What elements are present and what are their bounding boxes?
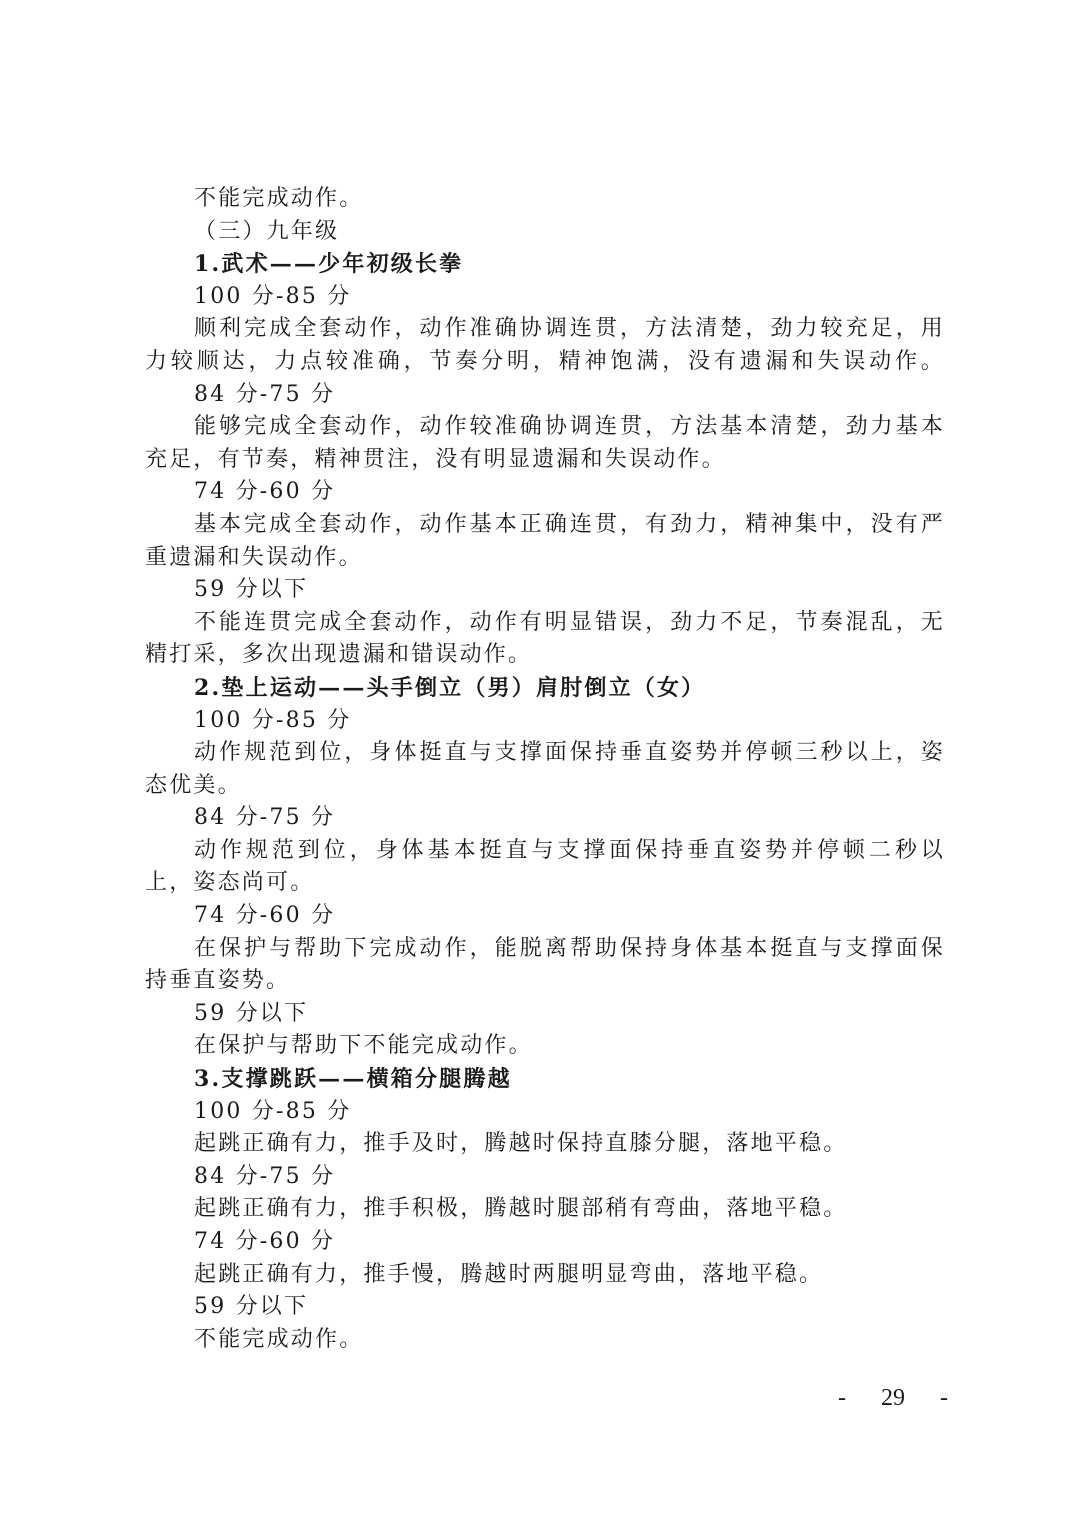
score-range: 100 分-85 分: [194, 283, 352, 309]
paragraph-line: 在保护与帮助下完成动作，能脱离帮助保持身体基本挺直与支撑面保: [194, 935, 945, 961]
page-number-dash-left: -: [838, 1385, 846, 1411]
score-range: 74 分-60 分: [194, 479, 336, 505]
page-number-dash-right: -: [940, 1385, 948, 1411]
page-number: 29: [881, 1385, 905, 1411]
paragraph-line: 不能连贯完成全套动作，动作有明显错误，劲力不足，节奏混乱，无: [194, 609, 945, 635]
score-range: 59 分以下: [194, 1000, 309, 1026]
score-range: 74 分-60 分: [194, 1229, 336, 1254]
paragraph-line: 力较顺达，力点较准确，节奏分明，精神饱满，没有遗漏和失误动作。: [145, 348, 945, 374]
paragraph-line: 不能完成动作。: [194, 1326, 364, 1352]
paragraph-line: 起跳正确有力，推手及时，腾越时保持直膝分腿，落地平稳。: [194, 1131, 848, 1157]
document-body: [145, 183, 945, 1356]
paragraph-line: 动作规范到位，身体基本挺直与支撑面保持垂直姿势并停顿二秒以: [194, 837, 945, 863]
paragraph-line: 重遗漏和失误动作。: [145, 544, 363, 570]
paragraph-line: 在保护与帮助下不能完成动作。: [194, 1033, 533, 1059]
score-range: 59 分以下: [194, 577, 309, 603]
item-heading: 2.垫上运动——头手倒立（男）肩肘倒立（女）: [194, 674, 706, 701]
paragraph-line: 基本完成全套动作，动作基本正确连贯，有劲力，精神集中，没有严: [194, 511, 945, 537]
paragraph-line: 持垂直姿势。: [145, 968, 291, 994]
score-range: 84 分-75 分: [194, 805, 336, 831]
paragraph-line: 起跳正确有力，推手积极，腾越时腿部稍有弯曲，落地平稳。: [194, 1196, 848, 1222]
paragraph-line: 起跳正确有力，推手慢，腾越时两腿明显弯曲，落地平稳。: [194, 1261, 824, 1287]
score-range: 84 分-75 分: [194, 381, 336, 407]
score-range: 100 分-85 分: [194, 707, 352, 733]
paragraph-line: 上，姿态尚可。: [145, 870, 315, 896]
paragraph-line: 顺利完成全套动作，动作准确协调连贯，方法清楚，劲力较充足，用: [194, 316, 945, 342]
paragraph-line: 态优美。: [145, 772, 242, 798]
paragraph-line: 动作规范到位，身体挺直与支撑面保持垂直姿势并停顿三秒以上，姿: [194, 740, 945, 766]
score-range: 74 分-60 分: [194, 903, 336, 929]
paragraph-line: 充足，有节奏，精神贯注，没有明显遗漏和失误动作。: [145, 446, 726, 472]
paragraph-line: 能够完成全套动作，动作较准确协调连贯，方法基本清楚，劲力基本: [194, 414, 945, 440]
score-range: 100 分-85 分: [194, 1098, 352, 1124]
item-heading: 3.支撑跳跃——横箱分腿腾越: [194, 1066, 512, 1093]
score-range: 84 分-75 分: [194, 1163, 336, 1189]
section-heading: （三）九年级: [194, 218, 340, 244]
score-range: 59 分以下: [194, 1294, 309, 1320]
page-footer: [838, 1378, 948, 1418]
paragraph-line: 精打采，多次出现遗漏和错误动作。: [145, 642, 533, 668]
paragraph-line: 不能完成动作。: [194, 186, 364, 211]
item-heading: 1.武术——少年初级长拳: [194, 251, 464, 278]
